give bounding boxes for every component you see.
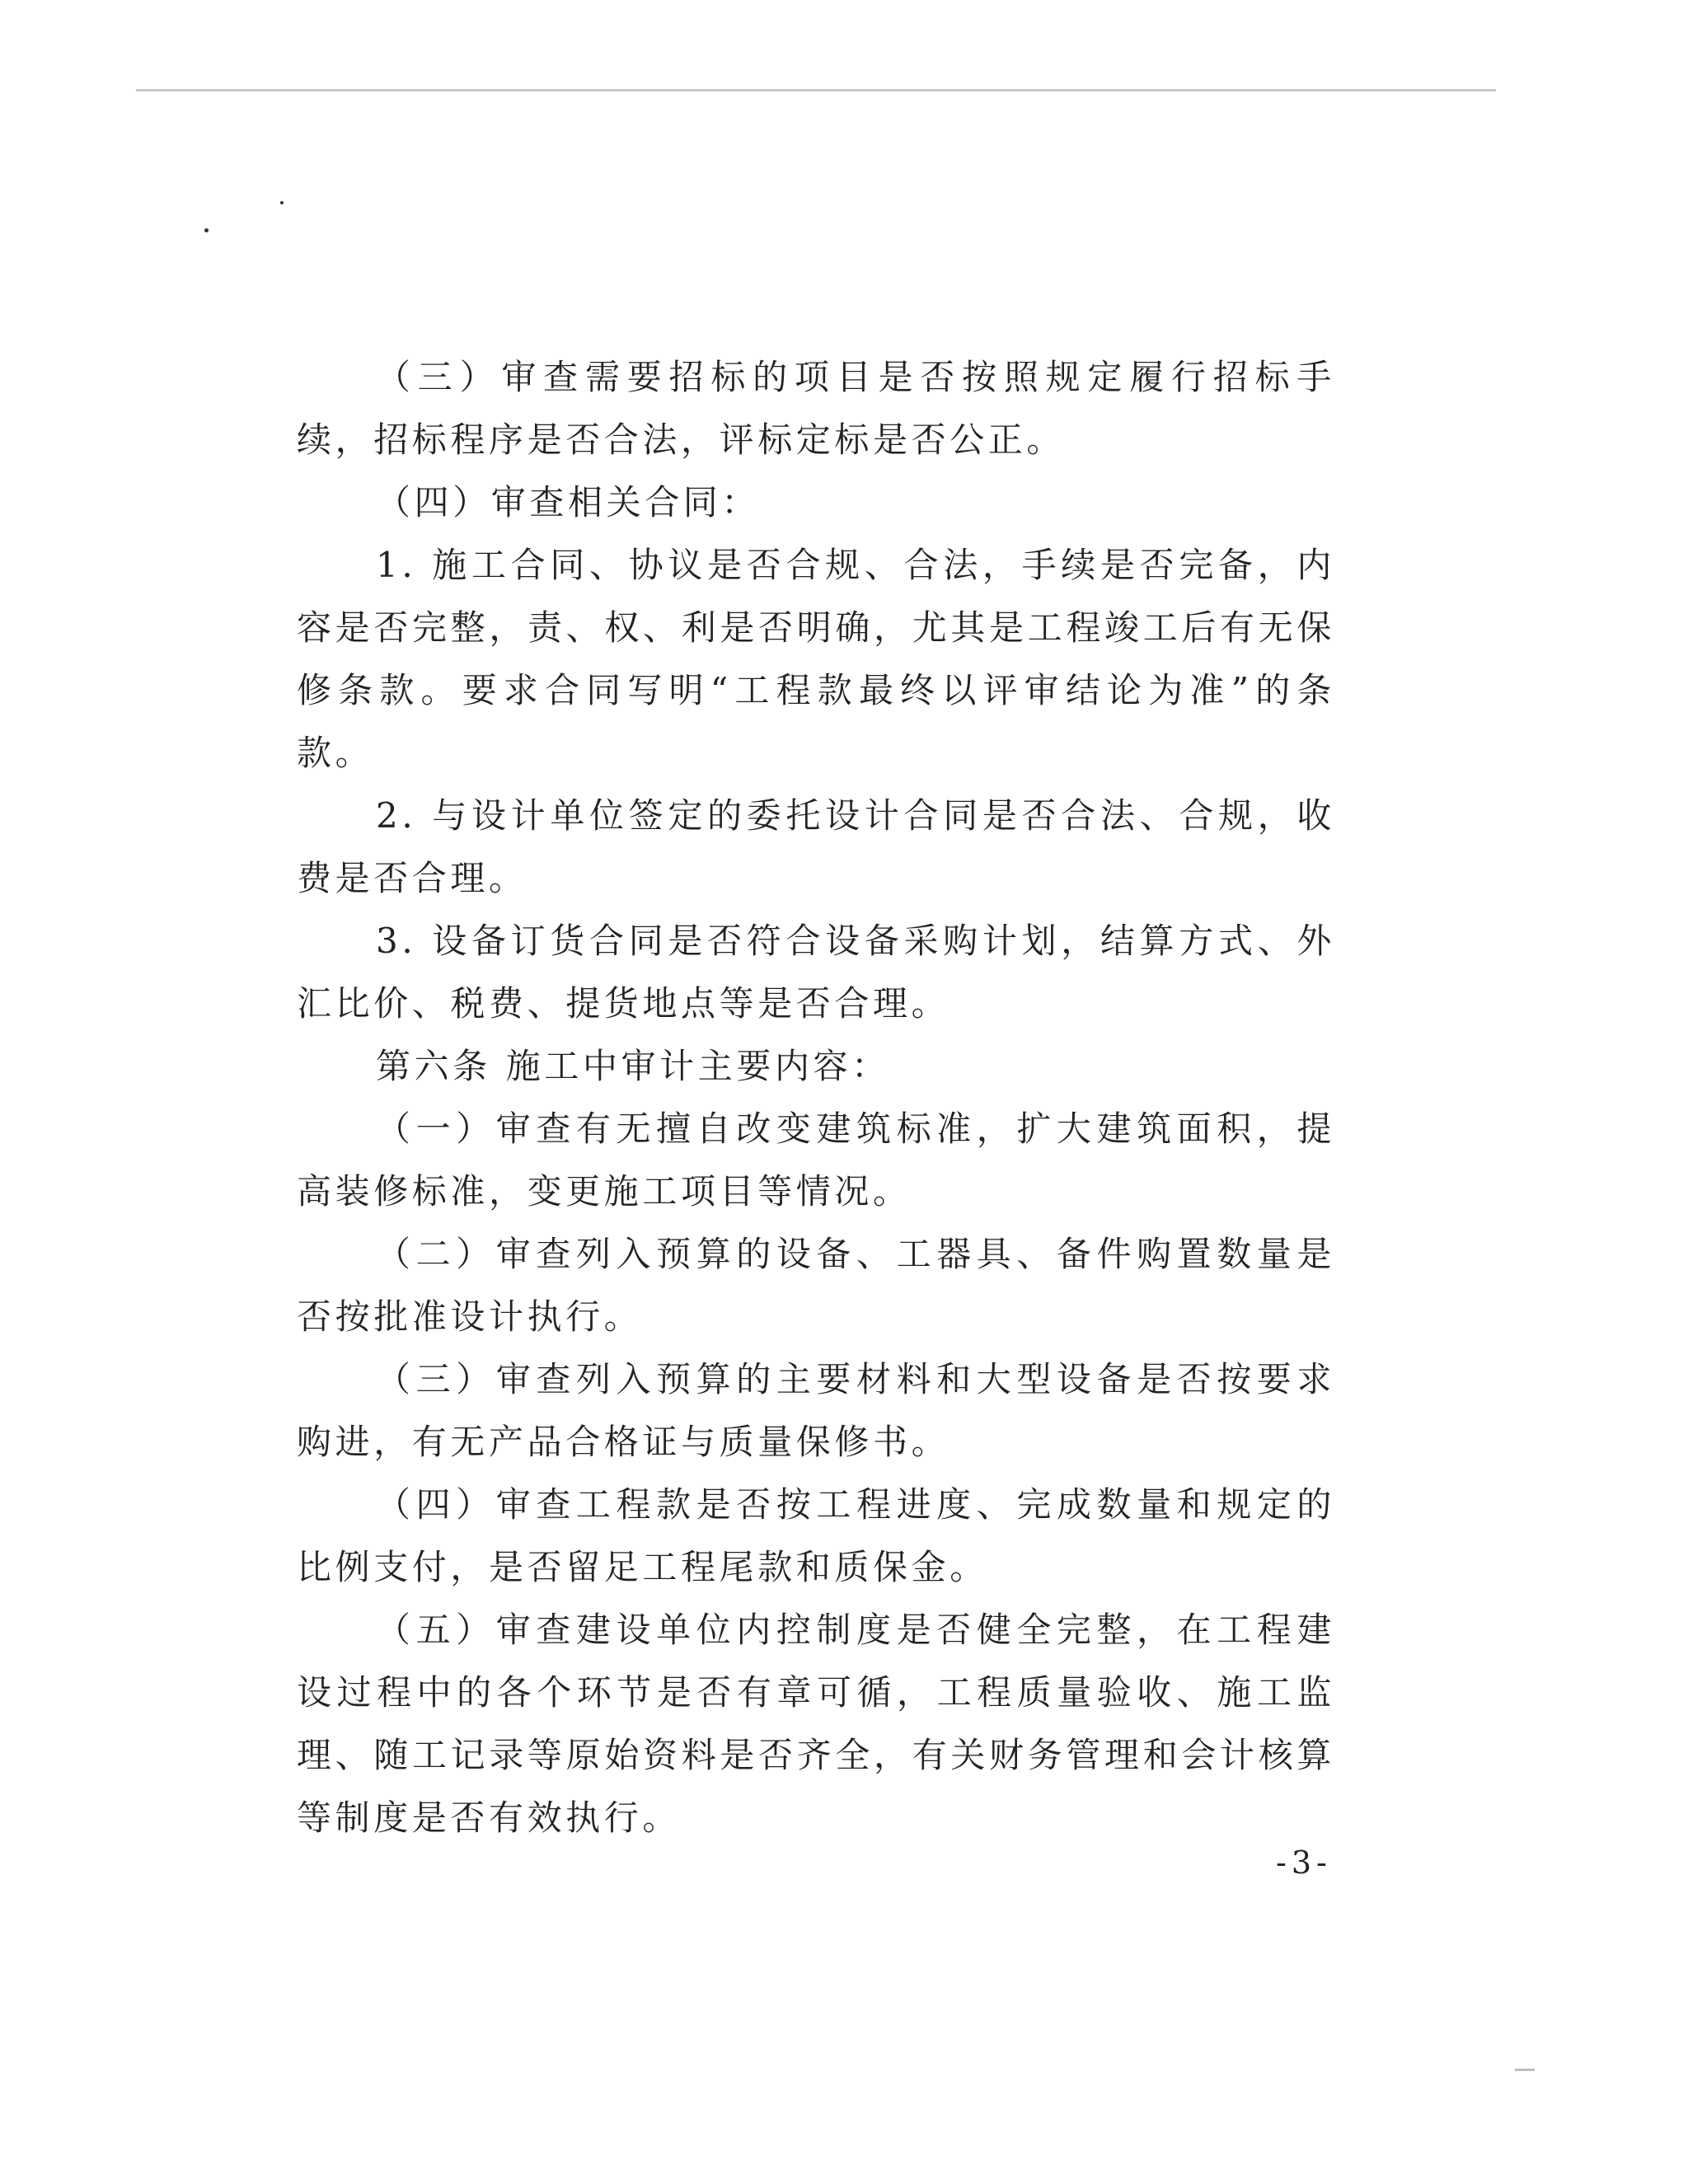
scan-edge-top xyxy=(136,89,1496,91)
paragraph-design-contract: 2. 与设计单位签定的委托设计合同是否合法、合规，收费是否合理。 xyxy=(297,795,1335,898)
paragraph-internal-control: （五）审查建设单位内控制度是否健全完整，在工程建设过程中的各个环节是否有章可循，工程质量验收、施工监理、随工记录等原始资料是否齐全，有关财务管理和会计核算等制度是否有效执行。 xyxy=(297,1610,1335,1838)
document-body xyxy=(297,346,1335,1849)
paragraph-contract-review-heading: （四）审查相关合同： xyxy=(376,482,761,523)
scan-edge-bottom-right xyxy=(1515,2069,1535,2071)
paragraph-tender-review: （三）审查需要招标的项目是否按照规定履行招标手续，招标程序是否合法，评标定标是否公正。 xyxy=(297,357,1335,460)
article-six-heading: 第六条 施工中审计主要内容： xyxy=(376,1046,890,1086)
paragraph-construction-contract: 1. 施工合同、协议是否合规、合法，手续是否完备，内容是否完整，责、权、利是否明确，尤其是工程竣工后有无保修条款。要求合同写明“工程款最终以评审结论为准”的条款。 xyxy=(297,545,1335,773)
scan-speck xyxy=(204,228,209,232)
paragraph-materials-purchase: （三）审查列入预算的主要材料和大型设备是否按要求购进，有无产品合格证与质量保修书。 xyxy=(297,1359,1335,1462)
paragraph-equipment-quantity: （二）审查列入预算的设备、工器具、备件购置数量是否按批准设计执行。 xyxy=(297,1234,1335,1337)
paragraph-payment-review: （四）审查工程款是否按工程进度、完成数量和规定的比例支付，是否留足工程尾款和质保金。 xyxy=(297,1484,1335,1587)
paragraph-equipment-contract: 3. 设备订货合同是否符合设备采购计划，结算方式、外汇比价、税费、提货地点等是否合理。 xyxy=(297,921,1335,1024)
page-number: -3- xyxy=(1276,1844,1332,1881)
scan-speck xyxy=(280,201,284,204)
paragraph-building-standards: （一）审查有无擅自改变建筑标准，扩大建筑面积，提高装修标准，变更施工项目等情况。 xyxy=(297,1108,1335,1212)
